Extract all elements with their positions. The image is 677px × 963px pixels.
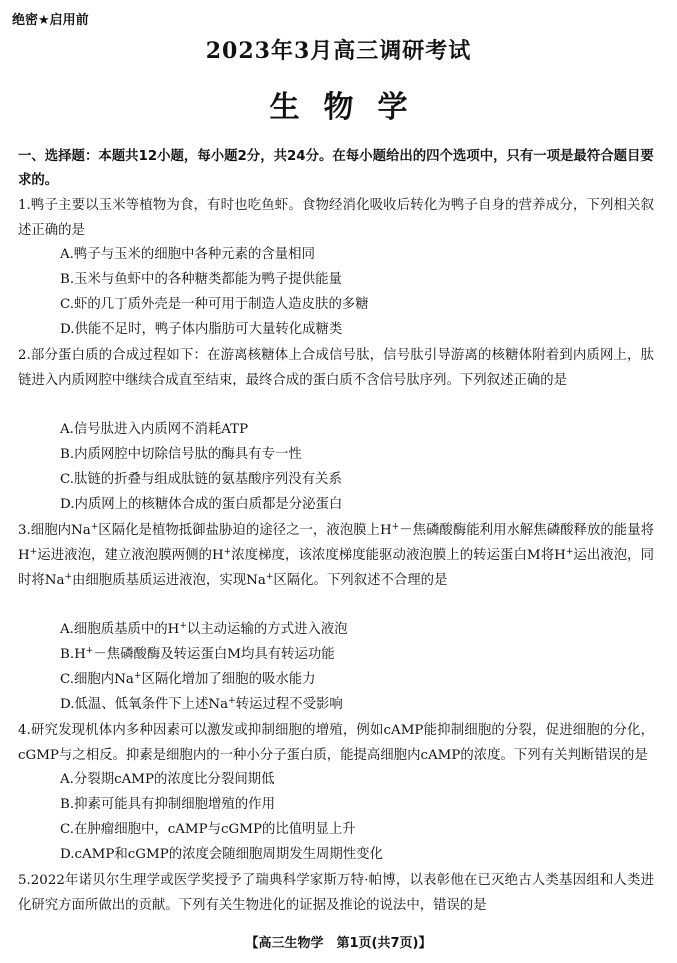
question-4-option-c: C.在肿瘤细胞中，cAMP与cGMP的比值明显上升 (60, 822, 356, 837)
question-1-option-c: C.虾的几丁质外壳是一种可用于制造人造皮肤的多糖 (60, 297, 369, 312)
question-2-option-b: B.内质网腔中切除信号肽的酶具有专一性 (60, 447, 302, 462)
q3-text: －焦磷酸酶能利用水解焦磷酸释放的能量将H (18, 523, 654, 563)
option-text: A.细胞质基质中的H (60, 622, 180, 637)
question-2-option-a: A.信号肽进入内质网不消耗ATP (60, 422, 249, 437)
superscript-plus: + (265, 572, 274, 582)
option-text: 转运过程不受影响 (235, 697, 343, 712)
question-4-option-d: D.cAMP和cGMP的浓度会随细胞周期发生周期性变化 (60, 847, 383, 862)
q3-text: 3.细胞内Na (18, 523, 91, 538)
superscript-plus: + (85, 646, 94, 656)
option-text: 区隔化增加了细胞的吸水能力 (141, 672, 316, 687)
question-5-stem: 5.2022年诺贝尔生理学或医学奖授予了瑞典科学家斯万特·帕博，以表彰他在已灭绝古人类基因组和人类进化研究方面所做出的贡献。下列有关生物进化的证据及推论的说法中，错误的是 (18, 873, 654, 913)
superscript-plus: + (64, 572, 73, 582)
superscript-plus: + (228, 696, 236, 706)
q3-text: 浓度梯度，该浓度梯度能驱动液泡膜上的转运蛋白M将H (231, 548, 566, 563)
superscript-plus: + (179, 621, 187, 631)
superscript-plus: + (29, 547, 38, 557)
question-3-stem (18, 518, 654, 593)
question-1-option-d: D.供能不足时，鸭子体内脂肪可大量转化成糖类 (60, 322, 343, 337)
question-1-stem: 1.鸭子主要以玉米等植物为食，有时也吃鱼虾。食物经消化吸收后转化为鸭子自身的营养成分，下列相关叙述正确的是 (18, 198, 654, 238)
question-4-option-b: B.抑素可能具有抑制细胞增殖的作用 (60, 797, 275, 812)
option-text: B.H (60, 647, 86, 662)
section-heading: 一、选择题：本题共12小题，每小题2分，共24分。在每小题给出的四个选项中，只有一项是最符合题目要求的。 (18, 149, 654, 188)
question-1-option-b: B.玉米与鱼虾中的各种糖类都能为鸭子提供能量 (60, 272, 342, 287)
superscript-plus: + (223, 547, 232, 557)
subject-title: 生物学 (269, 90, 432, 125)
secret-mark: 绝密★启用前 (12, 13, 89, 28)
superscript-plus: + (90, 522, 99, 532)
q3-text: 区隔化是植物抵御盐胁迫的途径之一，液泡膜上H (98, 523, 392, 538)
superscript-plus: + (391, 522, 400, 532)
question-1-option-a: A.鸭子与玉米的细胞中各种元素的含量相同 (60, 247, 315, 262)
question-3-option-b (60, 643, 335, 667)
option-text: C.细胞内Na (60, 672, 134, 687)
question-2-option-c: C.肽链的折叠与组成肽链的氨基酸序列没有关系 (60, 472, 342, 487)
superscript-plus: + (565, 547, 574, 557)
question-3-option-c (60, 668, 316, 692)
question-2-option-d: D.内质网上的核糖体合成的蛋白质都是分泌蛋白 (60, 497, 343, 512)
question-3-option-d (60, 693, 343, 717)
q3-text: 运出液泡，同时将Na (18, 548, 654, 588)
question-2-stem: 2.部分蛋白质的合成过程如下：在游离核糖体上合成信号肽，信号肽引导游离的核糖体附着到内质网上，肽链进入内质网腔中继续合成直至结束，最终合成的蛋白质不含信号肽序列。下列叙述正确的是 (18, 348, 654, 388)
q3-text: 由细胞质基质运进液泡，实现Na (72, 573, 266, 588)
superscript-plus: + (133, 671, 142, 681)
option-text: －焦磷酸酶及转运蛋白M均具有转运功能 (93, 647, 335, 662)
q3-text: 区隔化。下列叙述不合理的是 (273, 573, 448, 588)
page-footer: 【高三生物学 第1页(共7页)】 (245, 936, 432, 951)
question-4-option-a: A.分裂期cAMP的浓度比分裂间期低 (60, 772, 275, 787)
exam-title: 2023年3月高三调研考试 (205, 38, 472, 64)
option-text: 以主动运输的方式进入液泡 (186, 622, 348, 637)
q3-text: 运进液泡，建立液泡膜两侧的H (37, 548, 224, 563)
option-text: D.低温、低氧条件下上述Na (60, 697, 229, 712)
question-3-option-a (60, 618, 348, 642)
question-4-stem: 4.研究发现机体内多种因素可以激发或抑制细胞的增殖，例如cAMP能抑制细胞的分裂，促进细胞的分化，cGMP与之相反。抑素是细胞内的一种小分子蛋白质，能提高细胞内cAMP的浓度。下列有关判断错误的是 (18, 723, 654, 763)
